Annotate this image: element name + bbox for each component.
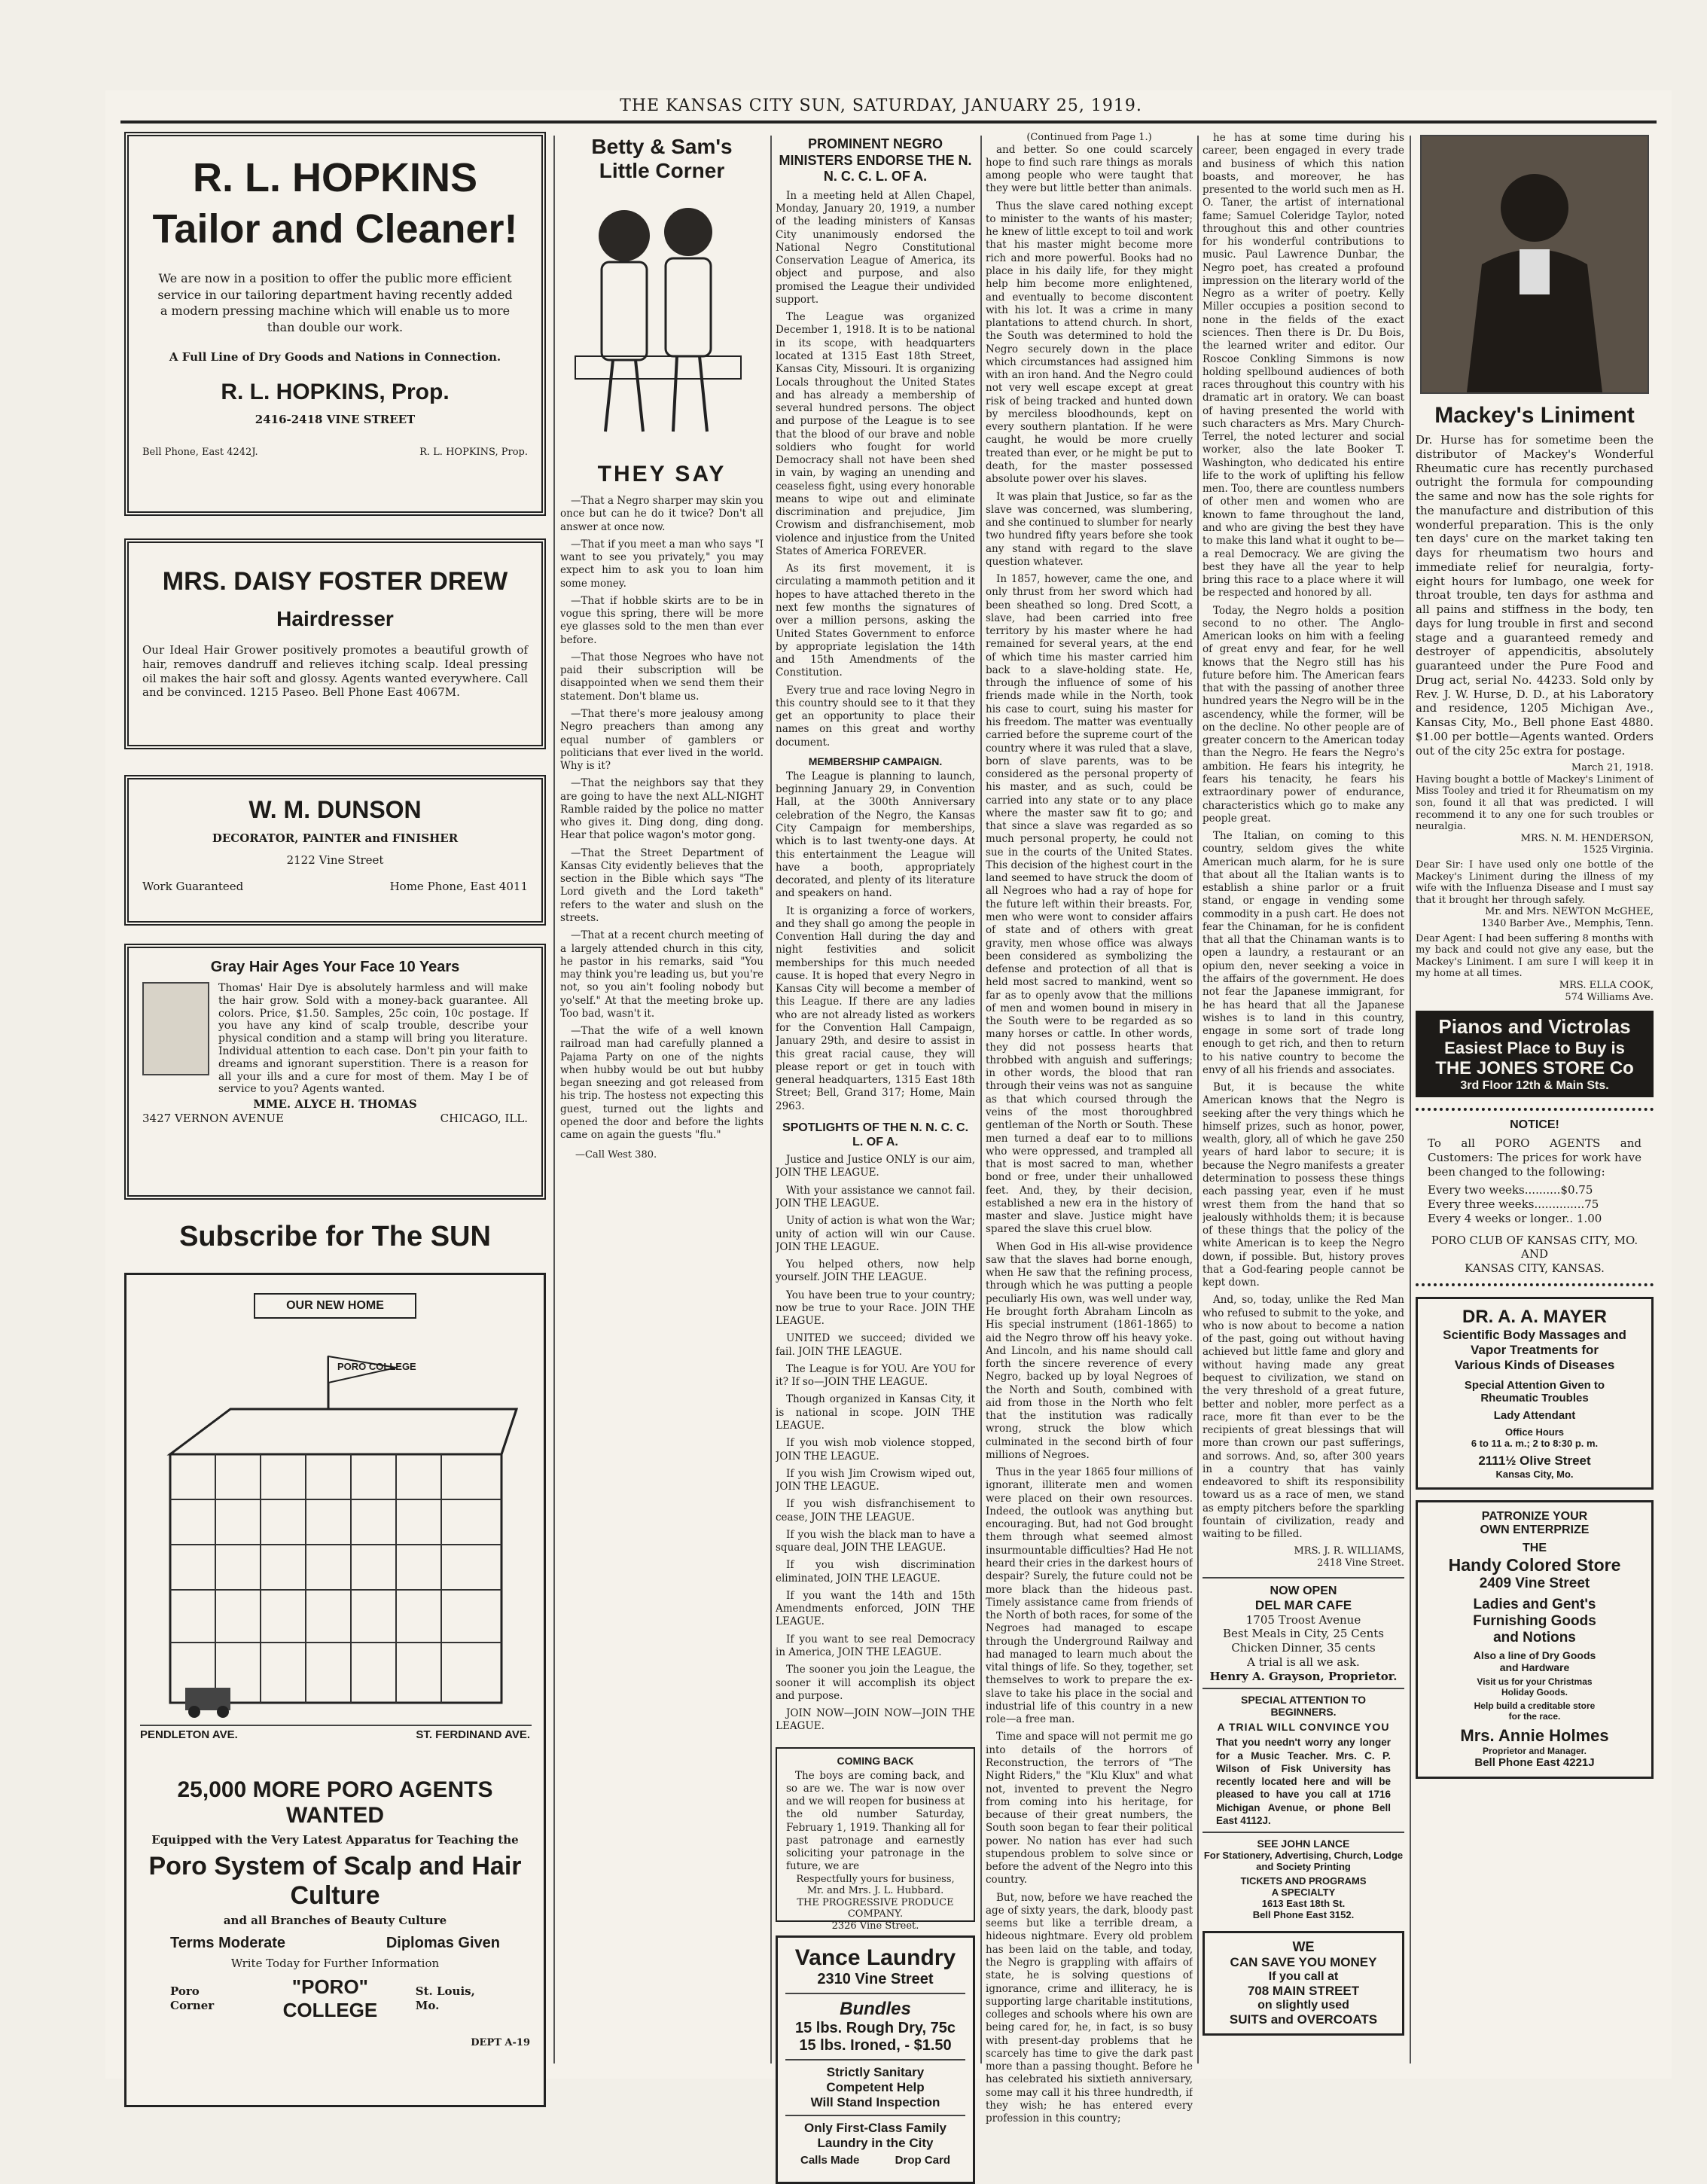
article-paragraph: Thus in the year 1865 four millions of ignorant, illiterate men and women were placed on their own resources. Indeed, the outlook was anything but encouraging. But, had not God brought them through what seemed almost insurmountable difficulties? Had He not heard their cries in the darkest hours of despair? Surely, the future could not be more black than the hideous past. Timely assistance came from friends of the North of both races, for some of the Negroes had managed to escape through the Underground Railway and had managed to learn much about the vital things of life. So they, together, set themselves to work to prepare the ex-slave to take his place in the social and industrial life of this country in a new role—a free man. <box>986 1466 1193 1726</box>
poro-system: Poro System of Scalp and Hair Culture <box>148 1851 522 1910</box>
spotlight-item: UNITED we succeed; divided we fail. JOIN THE LEAGUE. <box>776 1332 975 1358</box>
mayer-hours1: Office Hours <box>1504 1426 1564 1438</box>
they-say-item: —That the Street Department of Kansas City evidently believes that the section in the Bible which says "The Lord giveth and the Lord taketh" refers to the water and slush on the streets. <box>560 846 764 924</box>
mayer-line6: Lady Attendant <box>1493 1408 1576 1422</box>
handy-name: Handy Colored Store <box>1448 1554 1621 1575</box>
article-paragraph: In 1857, however, came the one, and only thrust from her sword which had been sheathed so long. Dred Scott, a slave, had been carried into free territory by his master where he had remained for several years, at the end of which time his master carried him back to a slave-holding state. He, through the influence of some of his friends made while in the North, took his case to court, suing his master for his freedom. The matter was eventually carried before the supreme court of the country where it was ruled that a slave, born of slave parents, was to be considered as the personal property of his master, and as such, could be carried into any state or to any place where the master saw fit to go; and that since a slave was regarded as so much personal property, he could not sue in the courts of the United States. This decision of the highest court in the land seemed to have struck the doom of all Negroes who had a ray of hope for the future left within their breasts. For, men who were wont to consider affairs of state and of others with great gravity, men whose office was always been considered as symbolizing the defense and protection of all that is held most sacred to mankind, went so far as to openly avow that the millions of men and women bound in misery in the South were to be regarded as so many horses or cattle. In other words, they did not possess hearts that throbbed with anguish and sufferings; in other words, the blood that ran through their veins was not as sanguine as that which coursed through the veins of the most thoroughbred gentleman of the North or South. These men turned a deaf ear to to millions who were oppressed, and trampled all that is most sacred to man, whether bond or free, under their unhallowed feet. And, they, by their decision, established a new era in the history of master and slave. Justice might have spared the slave this cruel blow. <box>986 573 1193 1236</box>
music-head2: BEGINNERS. <box>1270 1706 1337 1719</box>
poro-notice <box>1416 1108 1654 1286</box>
betty-title1: Betty & Sam's <box>591 135 733 158</box>
save-money-ad <box>1203 1931 1404 2036</box>
handy-address: 2409 Vine Street <box>1479 1575 1590 1591</box>
mackey-title: Mackey's Liniment <box>1434 403 1635 428</box>
portrait-photo <box>1420 135 1649 394</box>
mayer-line1: Scientific Body Massages and <box>1443 1327 1626 1342</box>
article-paragraph: But, it is because the white American knows that the Negro is seeking after the very things which he himself prizes, such as honor, power, wealth, glory, all of which he gave 250 years of hard labor to secure; it is because the Negro manifests a greater determination to possess these things each passing year, even if he must wrest them from the hand that so jealously withholds them; it is because of these things that the policy of the white American is to keep the Negro down, if possible. But, history proves that a God-fearing people cannot be kept down. <box>1203 1081 1404 1289</box>
they-say-item: —That those Negroes who have not paid their subscription will be disappointed when we send them their statement. Don't blame us. <box>560 651 764 703</box>
poro-write: Write Today for Further Information <box>230 1957 440 1971</box>
vance-bundles: Bundles <box>840 1998 911 2019</box>
spotlight-item: You have been true to your country; now be true to your Race. JOIN THE LEAGUE. <box>776 1289 975 1328</box>
drew-title: Hairdresser <box>276 607 394 630</box>
dunson-ad <box>124 775 546 926</box>
hopkins-name: R. L. HOPKINS <box>192 155 478 200</box>
spotlight-item: With your assistance we cannot fail. JOIN THE LEAGUE. <box>776 1184 975 1210</box>
mayer-address: 2111½ Olive Street <box>1478 1453 1591 1468</box>
del-mar-ad <box>1203 1585 1404 1684</box>
they-say-heading: THEY SAY <box>597 462 727 487</box>
mackey-sign-2a: Mr. and Mrs. NEWTON McGHEE, <box>1485 906 1654 918</box>
hopkins-line2: A Full Line of Dry Goods and Nations in Connection. <box>169 350 501 365</box>
mackey-sign-1a: MRS. N. M. HENDERSON, <box>1520 832 1654 844</box>
mayer-ad <box>1416 1297 1654 1490</box>
street-pendleton: PENDLETON AVE. <box>140 1728 238 1741</box>
handy-l8: Visit us for your Christmas <box>1477 1676 1593 1687</box>
mayer-city: Kansas City, Mo. <box>1495 1468 1574 1480</box>
they-say-item: —That a Negro sharper may skin you once but can he do it twice? Don't all answer at once now. <box>560 495 764 533</box>
column-betty-sam <box>560 132 764 1161</box>
spotlight-item: If you wish disfranchisement to cease, JOIN THE LEAGUE. <box>776 1498 975 1524</box>
spotlight-item: If you want the 14th and 15th Amendments enforced, JOIN THE LEAGUE. <box>776 1589 975 1628</box>
spotlight-item: If you wish discrimination eliminated, JOIN THE LEAGUE. <box>776 1559 975 1585</box>
lance-address: 1613 East 18th St. <box>1261 1898 1346 1910</box>
poro-branches: and all Branches of Beauty Culture <box>223 1913 447 1927</box>
lance-phone: Bell Phone East 3152. <box>1252 1909 1355 1921</box>
poro-terms: Terms Moderate <box>170 1935 286 1952</box>
mackey-testimonial-2: Dear Sir: I have used only one bottle of the Mackey's Liniment during the illness of my wife with the Influenza Disease and I must say that it brought her through safely. <box>1416 859 1654 906</box>
article-paragraph: The League was organized December 1, 1918. It is to be national in its scope, with headquarters located at 1315 East 18th Street, Kansas City, Missouri. It is organizing Locals throughout the United States and has already a membership of several hundred persons. The object and purpose of the League is to see that the blood of our brave and noble soldiers who fought for world Democracy shall not have been shed in vain, by waging an unending and ceaseless fight, using every honorable means to wipe out and eliminate discrimination and prejudice, Jim Crowism and disfranchisement, mob violence and injustice from the United States of America FOREVER. <box>776 311 975 557</box>
vance-address: 2310 Vine Street <box>817 1970 934 1987</box>
masthead-rule <box>120 120 1657 124</box>
drew-ad <box>124 538 546 749</box>
mayer-line5: Rheumatic Troubles <box>1480 1391 1589 1405</box>
article-paragraph: Time and space will not permit me go into details of the horrors of Reconstruction, the terrors of "The Night Riders," the "Klu Klux" and what not, invented to prevent the Negro from coming into his heritage, for because of their great numbers, the South soon began to fear their political power. No nation has ever had such stupendous problem to solve since or before the advent of the Negro into this country. <box>986 1731 1193 1887</box>
they-say-item: —That the wife of a well known railroad man had carefully planned a Pajama Party on one of the nights when hubby would be out but hubby began sneezing and got released from his trip. The hostess not expecting this guest, turned out the lights and opened the door and before the lights came on again the guests "flu." <box>560 1025 764 1142</box>
music-teacher-ad <box>1203 1694 1404 1827</box>
handy-l6: Also a line of Dry Goods <box>1473 1649 1596 1661</box>
poro-city: St. Louis, Mo. <box>415 1984 475 2012</box>
column-rule <box>980 136 982 2064</box>
drew-name: MRS. DAISY FOSTER DREW <box>162 567 508 596</box>
delmar-name: DEL MAR CAFE <box>1254 1597 1352 1612</box>
coming-back-body: The boys are coming back, and so are we. The war is now over and we will reopen for business at the old number Saturday, February 1, 1919. Thanking all for past patronage and earnestly soliciting your patronage in the future, we are <box>786 1769 965 1873</box>
save-line3: on slightly used <box>1257 1999 1349 2012</box>
spotlight-item: Unity of action is what won the War; unity of action will win our Cause. JOIN THE LEAGUE. <box>776 1215 975 1253</box>
music-body: That you needn't worry any longer for a Music Teacher. Mrs. C. P. Wilson of Fisk University has recently located here and will be pleased to have you call at 1716 Michigan Avenue, or phone Bell East 4112J. <box>1216 1737 1391 1826</box>
mackey-sign-1b: 1525 Virginia. <box>1583 844 1654 856</box>
column-rule <box>1410 136 1411 2064</box>
mackey-testimonial-3: Dear Agent: I had been suffering 8 months with my back and could not give any ease, but the Mackey's Liniment. I am sure I will keep it in my home at all times. <box>1416 932 1654 980</box>
article-paragraph: And, so, today, unlike the Red Man who refused to submit to the yoke, and who is now about to become a nation of the past, going out without having achieved but little fame and glory and without having made any great bequest to civilization, we stand on the very threshold of a great future, better and nobler, more perfect as a race, more fit than ever to be the recipients of great blessings that will more than crown our past sufferings, and sorrows. And, so, after 300 years in a country that has vainly endeavored to shift its responsibility toward us as a race of men, we stand as empty pitchers before the sparkling fountain of civilization, ready and waiting to be filled. <box>1203 1294 1404 1541</box>
they-say-item: —That at a recent church meeting of a largely attended church in this city, he pastor in his remarks, said "You may think you're leading us, but you're not, so you ain't fooling nobody but yo'self." At that the meeting broke up. Too bad, wasn't it. <box>560 929 764 1020</box>
column-league <box>776 132 975 2184</box>
article-paragraph: In a meeting held at Allen Chapel, Monday, January 20, 1919, a number of the leading ministers of Kansas City unanimously endorsed the National Negro Constitutional Conservation League of America, its object and purpose, and also promised the League their undivided support. <box>776 189 975 306</box>
coming-back-sign2: Mr. and Mrs. J. L. Hubbard. <box>806 1885 944 1897</box>
handy-l11: for the race. <box>1508 1710 1561 1722</box>
jones-store-ad <box>1416 1011 1654 1097</box>
notice-club1: PORO CLUB OF KANSAS CITY, MO. <box>1431 1233 1638 1247</box>
notice-rate-3: Every 4 weeks or longer.. 1.00 <box>1428 1211 1602 1225</box>
delmar-line2: Chicken Dinner, 35 cents <box>1231 1641 1376 1655</box>
handy-owner: Mrs. Annie Holmes <box>1460 1725 1609 1745</box>
thomas-ad <box>124 944 546 1200</box>
dunson-name: W. M. DUNSON <box>248 796 422 823</box>
lance-see: SEE JOHN LANCE <box>1257 1838 1350 1850</box>
jones-line2: Easiest Place to Buy is <box>1444 1039 1625 1058</box>
poro-building-illustration <box>140 1326 532 1748</box>
article-paragraph: and better. So one could scarcely hope to find such rare things as morals among people who were taught that they were but little better than animals. <box>986 143 1193 195</box>
hopkins-ad <box>124 132 546 516</box>
spotlights-heading: SPOTLIGHTS OF THE N. N. C. C. L. OF A. <box>782 1121 969 1149</box>
poro-banner: OUR NEW HOME <box>254 1293 416 1319</box>
hopkins-prop: R. L. HOPKINS, Prop. <box>221 380 450 405</box>
column-continued-2 <box>1203 132 1404 2036</box>
delmar-owner: Henry A. Grayson, Proprietor. <box>1209 1669 1398 1683</box>
jones-line1: Pianos and Victrolas <box>1438 1015 1631 1039</box>
column-rule <box>1197 136 1199 2064</box>
spotlight-item: Though organized in Kansas City, it is national in scope. JOIN THE LEAGUE. <box>776 1393 975 1432</box>
mayer-line2: Vapor Treatments for <box>1470 1342 1599 1357</box>
thomas-title: Gray Hair Ages Your Face 10 Years <box>210 959 460 975</box>
handy-l10: Help build a creditable store <box>1474 1700 1596 1711</box>
jones-line3: THE JONES STORE Co <box>1435 1058 1634 1079</box>
poro-corner: Poro Corner <box>170 1984 215 2012</box>
poro-college: "PORO" COLLEGE <box>282 1975 378 2021</box>
vance-line1: Strictly Sanitary <box>826 2064 925 2079</box>
notice-club2: AND <box>1521 1247 1548 1261</box>
mackey-sign-2b: 1340 Barber Ave., Memphis, Tenn. <box>1481 917 1654 929</box>
lance-specialty: A SPECIALTY <box>1271 1887 1336 1899</box>
column-continued-1 <box>986 132 1193 2130</box>
betty-sign: —Call West 380. <box>575 1149 657 1161</box>
membership-article <box>776 770 975 1113</box>
jones-line4: 3rd Floor 12th & Main Sts. <box>1460 1079 1609 1093</box>
continued-article-part2 <box>1203 132 1404 1541</box>
coming-back-sign1: Respectfully yours for business, <box>796 1873 955 1885</box>
dunson-trade: DECORATOR, PAINTER and FINISHER <box>212 831 459 845</box>
music-head1: SPECIAL ATTENTION TO <box>1241 1694 1366 1707</box>
mayer-line3: Various Kinds of Diseases <box>1454 1357 1615 1372</box>
column-ads-left <box>124 132 546 2107</box>
vance-drop: Drop Card <box>895 2153 950 2167</box>
hopkins-address: 2416-2418 VINE STREET <box>255 413 416 427</box>
mackey-testimonial-1: Having bought a bottle of Mackey's Liniment of Miss Tooley and tried it for Rheumatism on my son, found it all that was predicted. I will recommend it to any one for such troubles or neuralgia. <box>1416 773 1654 833</box>
poro-headline: 25,000 MORE PORO AGENTS WANTED <box>177 1777 493 1828</box>
vance-line2: Competent Help <box>826 2079 925 2094</box>
notice-club3: KANSAS CITY, KANSAS. <box>1465 1261 1605 1276</box>
lance-tickets: TICKETS AND PROGRAMS <box>1240 1875 1367 1887</box>
coming-back-address: 2326 Vine Street. <box>831 1920 919 1932</box>
they-say-item: —That the neighbors say that they are going to have the next ALL-NIGHT Ramble raided by the police no matter who gives it. Ding dong, ding dong. Hear that police wagon's motor gong. <box>560 777 764 842</box>
betty-sam-illustration <box>560 183 756 454</box>
handy-l4: Furnishing Goods <box>1473 1612 1596 1629</box>
article-paragraph: The League is planning to launch, beginning January 29, in Convention Hall, at the 300th Anniversary celebration of the Negro, the Kansas City Campaign for memberships, which is to last twenty-one days. At this entertainment the League will have a booth, appropriately decorated, and plenty of its literature and speakers on hand. <box>776 770 975 900</box>
article-sign2: 2418 Vine Street. <box>1317 1557 1404 1569</box>
vance-rough: 15 lbs. Rough Dry, 75c <box>794 2019 956 2036</box>
notice-rate-2: Every three weeks..............75 <box>1428 1197 1599 1212</box>
spotlight-item: If you wish Jim Crowism wiped out, JOIN THE LEAGUE. <box>776 1467 975 1493</box>
save-we: WE <box>1292 1939 1315 1955</box>
they-say-list <box>560 495 764 1142</box>
hopkins-sign: R. L. HOPKINS, Prop. <box>419 446 528 458</box>
spotlight-item: The sooner you join the League, the sooner it will accomplish its object and purpose. <box>776 1664 975 1702</box>
vance-calls: Calls Made <box>800 2153 860 2167</box>
vance-ironed: 15 lbs. Ironed, - $1.50 <box>799 2036 952 2054</box>
league-headline: PROMINENT NEGRO MINISTERS ENDORSE THE N. N. C. C. L. OF A. <box>779 136 972 185</box>
vance-laundry-ad <box>776 1935 975 2184</box>
handy-the: THE <box>1523 1541 1547 1554</box>
thomas-name: MME. ALYCE H. THOMAS <box>253 1097 417 1112</box>
they-say-item: —That there's more jealousy among Negro preachers than among any equal number of gamblers or politicians that ever lived in the world. Why is it? <box>560 707 764 773</box>
article-sign1: MRS. J. R. WILLIAMS, <box>1294 1545 1404 1557</box>
handy-l5: and Notions <box>1493 1629 1576 1646</box>
save-line1: CAN SAVE YOU MONEY <box>1230 1955 1377 1970</box>
coming-back-title: COMING BACK <box>837 1754 914 1767</box>
handy-l1: PATRONIZE YOUR <box>1481 1509 1588 1523</box>
mackey-body: Dr. Hurse has for sometime been the distributor of Mackey's Wonderful Rheumatic cure has recently purchased outright the formula for compounding the same and now has the sole rights for the manufacture and distribution of this wonderful preparation. This is the only ten days' cure on the market taking ten days for rheumatism two hours and immediate relief for neuralgia, forty-eight hours for lumbago, one week for throat trouble, ten days for asthma and all pains and stiffness in the body, ten days for lung trouble in first and second stage and a guaranteed remedy and destroyer of appendicitis, absolutely guaranteed under the Pure Food and Drug act, serial No. 44233. Sold only by Rev. J. W. Hurse, D. D., at his Laboratory and residence, 1205 Michigan Ave., Kansas City, Mo., Bell phone East 4880. $1.00 per bottle—Agents wanted. Orders out of the city 25c extra for postage. <box>1416 433 1654 758</box>
they-say-item: —That if you meet a man who says "I want to see you privately," you may expect him to ask you to loan him some money. <box>560 538 764 590</box>
dunson-right: Home Phone, East 4011 <box>389 879 528 893</box>
mackey-sign-3b: 574 Williams Ave. <box>1565 991 1654 1003</box>
spotlight-item: Justice and Justice ONLY is our aim, JOIN THE LEAGUE. <box>776 1154 975 1179</box>
vance-name: Vance Laundry <box>794 1945 956 1970</box>
handy-phone: Bell Phone East 4221J <box>1474 1755 1595 1769</box>
thomas-address: 3427 VERNON AVENUE <box>142 1111 284 1125</box>
coming-back-company: THE PROGRESSIVE PRODUCE COMPANY. <box>797 1896 954 1920</box>
mayer-hours2: 6 to 11 a. m.; 2 to 8:30 p. m. <box>1471 1437 1599 1449</box>
poro-flag-text: PORO COLLEGE <box>337 1361 416 1372</box>
poro-ad <box>124 1273 546 2107</box>
thomas-body: Thomas' Hair Dye is absolutely harmless and will make the hair grow. Sold with a money-back guarantee. All colors. Price, $1.50. Samples, 25c coin, 10c postage. If you have any kind of scalp trouble, describe your physical condition and a stamp will bring you literature. Individual attention to each case. Don't pin your faith to dreams and ignorant superstition. There is a reason for all your ills and a cure for most of them. May I be of service to you? Agents wanted. <box>218 982 528 1096</box>
coming-back-notice <box>776 1747 975 1932</box>
spotlight-item: You helped others, now help yourself. JOIN THE LEAGUE. <box>776 1258 975 1284</box>
spotlight-item: JOIN NOW—JOIN NOW—JOIN THE LEAGUE. <box>776 1707 975 1733</box>
street-ferdinand: ST. FERDINAND AVE. <box>416 1728 530 1741</box>
mayer-line4: Special Attention Given to <box>1464 1378 1605 1392</box>
notice-rate-1: Every two weeks..........$0.75 <box>1428 1183 1593 1197</box>
dunson-address: 2122 Vine Street <box>286 853 384 867</box>
article-paragraph: As its first movement, it is circulating a mammoth petition and it hopes to have attached thereto in the next few months the signatures of over a million persons, asking the United States Government to enforce by appropriate legislation the 14th and 15th Amendments of the Constitution. <box>776 563 975 679</box>
handy-store-ad <box>1416 1500 1654 1779</box>
handy-l7: and Hardware <box>1499 1661 1570 1673</box>
delmar-address: 1705 Troost Avenue <box>1245 1612 1361 1627</box>
article-paragraph: The Italian, on coming to this country, seldom gives the white American much alarm, for he is sure that about all the Italian wants is to establish a shine parlor or a fruit stand, or engage in vending some commodity in a push cart. He does not fear the Chinaman, for he is confident that all that the Chinaman wants is to open a laundry, a restaurant or an opium den, never seeking a voice in the affairs of the government. He does not fear the Japanese immigrant, for he has heard that all the Japanese wishes is to land in this country, engage in some sort of trade long enough to get rich, and then to return to his native country to become the envy of all his friends and associates. <box>1203 830 1404 1076</box>
masthead: THE KANSAS CITY SUN, SATURDAY, JANUARY 25, 1919. <box>620 96 1142 115</box>
continued-head: (Continued from Page 1.) <box>1026 132 1152 143</box>
column-rule <box>770 136 772 2064</box>
mackey-date: March 21, 1918. <box>1571 762 1654 774</box>
article-paragraph: Today, the Negro holds a position second to no other. The Anglo-American looks on him with a feeling of great envy and fear, for he well knows that the Negro still has his future before him. The American fears that with the passing of another three hundred years the Negro will be in the ascendency, while the former, will be on the decline. No other people are of greater concern to the American today than the Negro. He fears the Negro's ambition. He fears his integrity, he fears his tenacity, he fears his extraordinary power of endurance, characteristics which go to make any people great. <box>1203 604 1404 825</box>
spotlight-item: If you want to see real Democracy in America, JOIN THE LEAGUE. <box>776 1633 975 1658</box>
article-paragraph: It is organizing a force of workers, and they shall go among the people in Convention Hall during the day and night festivities and solicit memberships for this much needed cause. It is hoped that every Negro in Kansas City will become a member of this League. If there are any ladies who are not already listed as workers for the Convention Hall Campaign, January 29th, and desire to assist in this great racial cause, they will please report or get in touch with general headquarters, 1315 East 18th Street; Bell, Grand 317; Home, Main 2963. <box>776 904 975 1112</box>
column-rule <box>553 136 555 2064</box>
handy-l3: Ladies and Gent's <box>1473 1596 1596 1612</box>
lance-printing-ad <box>1203 1838 1404 1920</box>
hopkins-headline: Tailor and Cleaner! <box>152 206 518 252</box>
poro-diplomas: Diplomas Given <box>386 1935 500 1952</box>
spotlights-list <box>776 1154 975 1733</box>
portrait-image <box>142 982 209 1075</box>
betty-title2: Little Corner <box>599 159 725 182</box>
delmar-open: NOW OPEN <box>1270 1584 1337 1597</box>
poro-sub: Equipped with the Very Latest Apparatus for Teaching the <box>151 1832 519 1847</box>
notice-title: NOTICE! <box>1510 1118 1559 1132</box>
handy-l9: Holiday Goods. <box>1501 1686 1568 1697</box>
delmar-line1: Best Meals in City, 25 Cents <box>1223 1627 1384 1641</box>
continued-article-part1 <box>986 144 1193 2126</box>
article-paragraph: he has at some time during his career, been engaged in every trade and business of which this nation boasts, and moreover, he has presented to the world such men as H. O. Taner, the artist of international fame; Samuel Coleridge Taylor, noted throughout this and other countries for his wonderful contributions to music. Paul Lawrence Dunbar, the Negro poet, has created a profound impression on the literary world of the Negro as a writer of poetry. Kelly Miller occupies a position second to none in the fields of the exact sciences. Then there is Dr. Du Bois, the learned writer and editor. Our Roscoe Conkling Simmons is now holding spellbound audiences of both races throughout this country with his dramatic art in oratory. We can boast of having presented the world with such characters as Mrs. Mary Church-Terrel, the noted lecturer and social worker, also the late Booker T. Washington, who dedicated his entire life to the work of uplifting his fellow men. Too, there are countless numbers of other men and women who are known to fame throughout the land, and who are giving the best they have to make this land what it ought to be—a real Democracy. We are giving the best they have all the year to help bring this race to a place where it will be respected and honored by all. <box>1203 132 1404 599</box>
music-trial: A TRIAL WILL CONVINCE YOU <box>1217 1721 1390 1734</box>
mayer-name: DR. A. A. MAYER <box>1462 1306 1608 1327</box>
league-article <box>776 190 975 749</box>
drew-body: Our Ideal Hair Grower positively promotes a beautiful growth of hair, removes dandruff and relieves itching scalp. Ideal pressing oil makes the hair soft and glossy. Agents wanted everywhere. Call and be convinced. 1215 Paseo. Bell Phone East 4067M. <box>142 643 528 700</box>
article-paragraph: It was plain that Justice, so far as the slave was concerned, was slumbering, and she continued to slumber for nearly two hundred fifty years before she took any stand with regard to the slave question whatever. <box>986 490 1193 568</box>
notice-body: To all PORO AGENTS and Customers: The prices for work have been changed to the following: <box>1428 1136 1641 1179</box>
save-line4: SUITS and OVERCOATS <box>1229 2012 1378 2027</box>
article-paragraph: When God in His all-wise providence saw that the slaves had borne enough, when He saw that the refining process, through which he was putting a people peculiarly His own, was well under way, He brought forth Abraham Lincoln as His special instrument (1861-1865) to aid the Negro throw off his heavy yoke. And Lincoln, and his name should call forth the sincere reverence of every Negro, backed up by loyal Negroes of the North and South, combined with aid from those in the North who felt that the institution was radically wrong, struck the blow which culminated in the second birth of four millions of Negroes. <box>986 1240 1193 1461</box>
hopkins-phone: Bell Phone, East 4242J. <box>142 446 258 458</box>
membership-heading: MEMBERSHIP CAMPAIGN. <box>808 755 943 767</box>
handy-l2: OWN ENTERPRIZE <box>1480 1523 1590 1536</box>
subscribe-banner: Subscribe for The SUN <box>179 1221 491 1252</box>
delmar-line3: A trial is all we ask. <box>1247 1655 1360 1669</box>
save-line2: If you call at <box>1268 1970 1339 1984</box>
hopkins-body: We are now in a position to offer the public more efficient service in our tailoring department having recently added a modern pressing machine which will enable us to more than double our work. <box>157 271 513 334</box>
article-paragraph: Every true and race loving Negro in this country should see to it that they get an opportunity to place their names on this great and worthy document. <box>776 684 975 749</box>
spotlight-item: If you wish the black man to have a square deal, JOIN THE LEAGUE. <box>776 1528 975 1554</box>
they-say-item: —That if hobble skirts are to be in vogue this spring, there will be more eye glasses sold to the men than ever before. <box>560 594 764 646</box>
vance-line5: Laundry in the City <box>817 2135 934 2150</box>
lance-body: For Stationery, Advertising, Church, Lodge and Society Printing <box>1203 1850 1404 1873</box>
handy-role: Proprietor and Manager. <box>1482 1745 1587 1756</box>
article-paragraph: But, now, before we have reached the age of sixty years, the dark, bloody past seems but like a terrible dream, a hideous nightmare. Every old problem has been laid on the table, and today, the Negro is grappling with affairs of state, he is solving questions of ignorance, crime and illiteracy, he is supporting large charitable institutions, colleges and schools where his own are being cared for, he, in fact, is so busy with present-day problems that he scarcely has time to give the dark past more than a passing thought. Before he has celebrated his sixtieth anniversary, some may call it his three hundredth, if they wish; he has entered every profession in this country; <box>986 1891 1193 2125</box>
vance-line4: Only First-Class Family <box>804 2120 946 2135</box>
spotlight-item: If you wish mob violence stopped, JOIN THE LEAGUE. <box>776 1437 975 1463</box>
column-ads-right <box>1416 132 1654 1779</box>
poro-dept: DEPT A-19 <box>471 2037 530 2048</box>
spotlight-item: The League is for YOU. Are YOU for it? If so—JOIN THE LEAGUE. <box>776 1362 975 1389</box>
dunson-left: Work Guaranteed <box>142 879 244 893</box>
article-paragraph: Thus the slave cared nothing except to minister to the wants of his master; he knew of little except to toil and work that his master might become more rich and more powerful. Books had no place in his daily life, for they might help him become more enlightened, and eventually to become discontent with his lot. It was a crime in many plantations to attend church. In short, the South was determined to hold the Negro securely down in the place which circumstances had assigned him with an iron hand. And the Negro could not very well escape except at great risk of being tracked and hunted down by merciless bloodhounds, kept on every southern plantation. If he were caught, he would be more cruelly treated than ever, or he might be put to death, for the master possessed absolute power over his slaves. <box>986 200 1193 486</box>
vance-line3: Will Stand Inspection <box>810 2094 940 2109</box>
thomas-city: CHICAGO, ILL. <box>440 1111 528 1125</box>
mackey-sign-3a: MRS. ELLA COOK, <box>1559 979 1654 991</box>
save-address: 708 MAIN STREET <box>1247 1984 1360 1999</box>
